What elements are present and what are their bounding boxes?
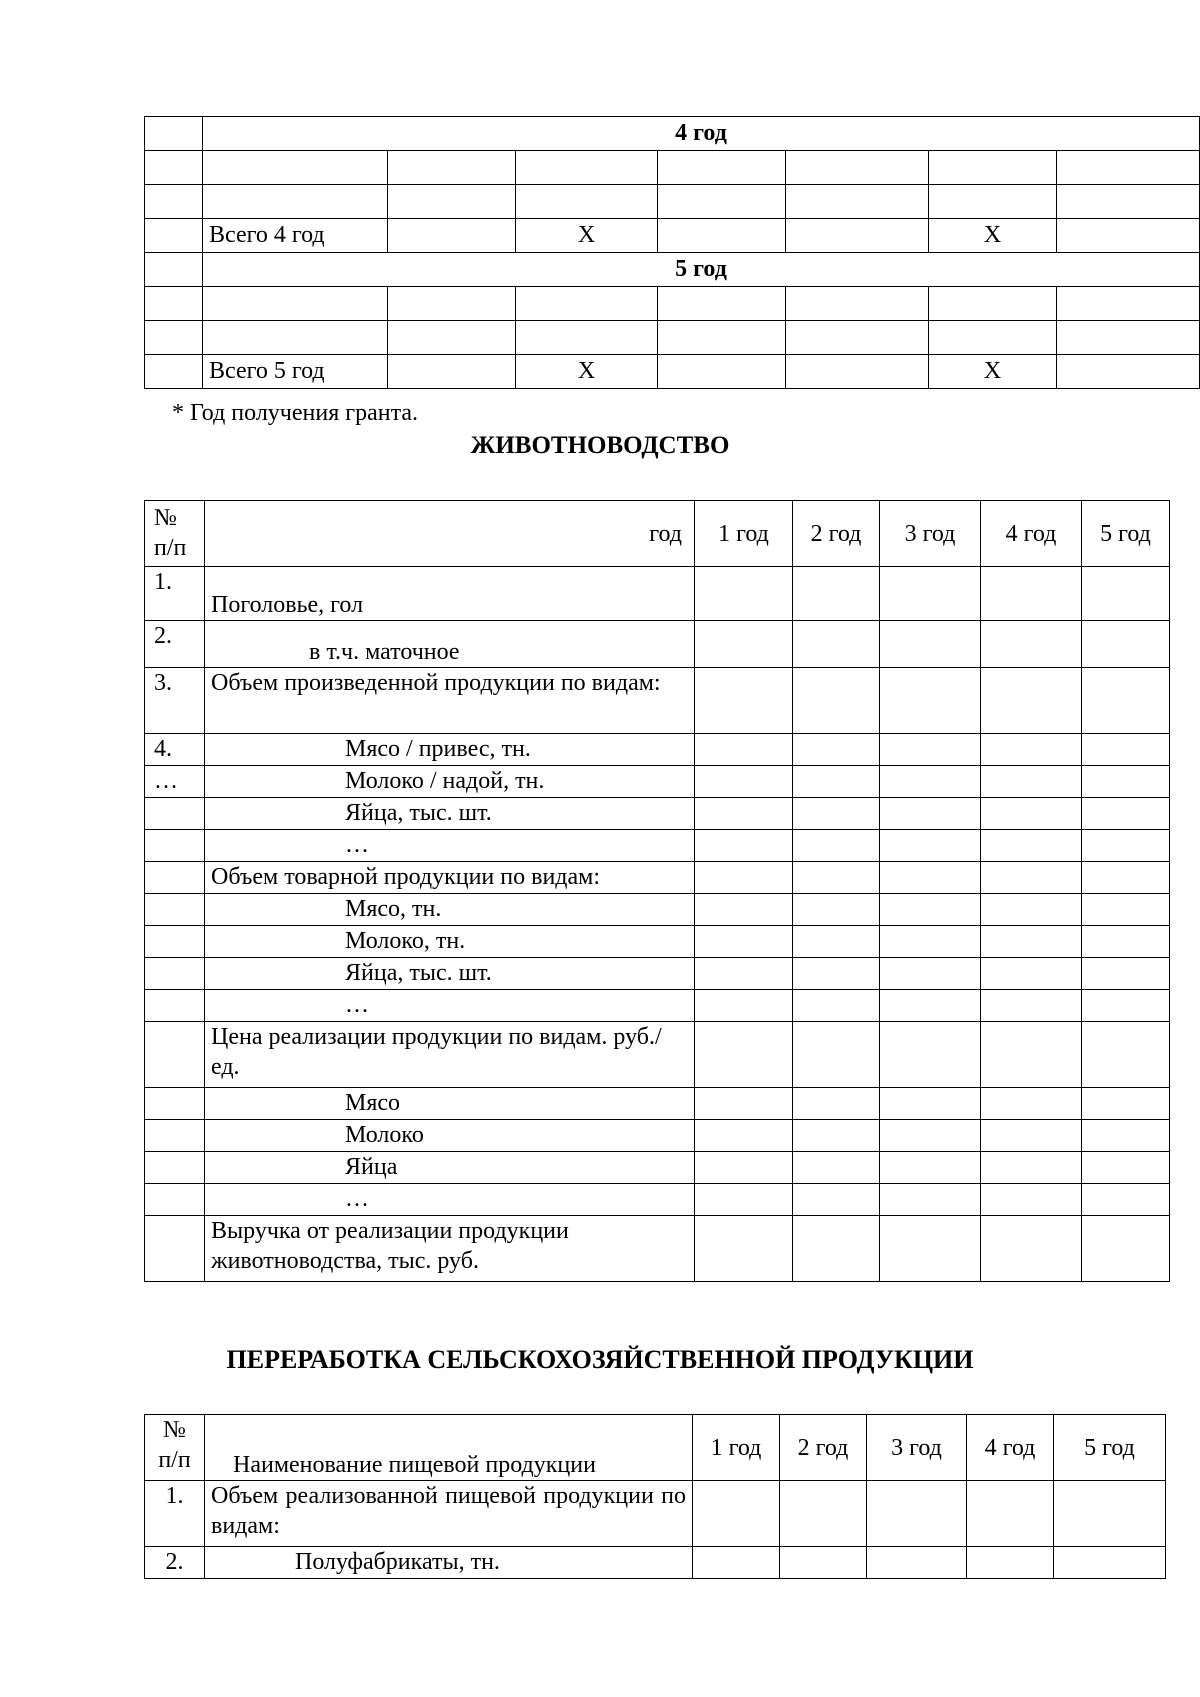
header-num: № п/п (145, 1415, 205, 1481)
row-label: Объем реализованной пищевой продукции по видам: (205, 1481, 693, 1547)
row-num (145, 1152, 205, 1184)
header-num: № п/п (145, 501, 205, 567)
table-cell (695, 734, 793, 766)
table-cell (880, 1152, 981, 1184)
table-cell (695, 1022, 793, 1088)
header-year-1: 1 год (693, 1415, 780, 1481)
table-cell (793, 894, 880, 926)
header-year-5: 5 год (1082, 501, 1170, 567)
table-cell (695, 894, 793, 926)
table-row (145, 567, 1170, 621)
table-row (145, 734, 1170, 766)
row-label: … (205, 990, 695, 1022)
row-label: Мясо, тн. (205, 894, 695, 926)
table-cell (1082, 894, 1170, 926)
table-row (145, 151, 1200, 185)
table-cell (793, 1216, 880, 1282)
table-cell (695, 830, 793, 862)
table-cell (880, 621, 981, 668)
header-year-4: 4 год (981, 501, 1082, 567)
table-cell (1082, 1022, 1170, 1088)
row-label: Полуфабрикаты, тн. (205, 1547, 693, 1579)
row-num (145, 1022, 205, 1088)
table-cell (981, 668, 1082, 734)
table-row (145, 287, 1200, 321)
table-cell (981, 1120, 1082, 1152)
table-cell (1082, 1152, 1170, 1184)
table-cell (880, 766, 981, 798)
table-cell (1082, 766, 1170, 798)
row-num (145, 1216, 205, 1282)
table-row (145, 894, 1170, 926)
table-cell (793, 1120, 880, 1152)
table-cell (793, 734, 880, 766)
row-label: … (205, 830, 695, 862)
header-label: Наименование пищевой продукции (205, 1415, 693, 1481)
table-cell (695, 862, 793, 894)
row-num (145, 990, 205, 1022)
table-cell (793, 926, 880, 958)
table-row (145, 1022, 1170, 1088)
table-cell (981, 734, 1082, 766)
year4-title: 4 год (203, 117, 1200, 151)
table-cell (880, 926, 981, 958)
table-cell (695, 621, 793, 668)
row-num: 1. (145, 1481, 205, 1547)
table-row (145, 1547, 1166, 1579)
year5-total-label: Всего 5 год (203, 355, 388, 389)
header-year-3: 3 год (880, 501, 981, 567)
table-cell (793, 1088, 880, 1120)
table-cell (793, 830, 880, 862)
table-cell (981, 1022, 1082, 1088)
row-label: Яйца (205, 1152, 695, 1184)
year4-total-label: Всего 4 год (203, 219, 388, 253)
table-cell (880, 734, 981, 766)
row-label: Яйца, тыс. шт. (205, 798, 695, 830)
table-cell (1082, 830, 1170, 862)
header-year-3: 3 год (867, 1415, 967, 1481)
row-label: Молоко / надой, тн. (205, 766, 695, 798)
table-cell (1082, 567, 1170, 621)
header-year-2: 2 год (780, 1415, 867, 1481)
header-year-5: 5 год (1054, 1415, 1166, 1481)
row-label: Объем произведенной продукции по видам: (205, 668, 695, 734)
table-row (145, 958, 1170, 990)
table-cell (1082, 798, 1170, 830)
row-num (145, 830, 205, 862)
x-mark: Х (929, 219, 1057, 253)
table-row (145, 1481, 1166, 1547)
table-cell (793, 798, 880, 830)
table-cell (1082, 958, 1170, 990)
table-row (145, 830, 1170, 862)
table-cell (880, 958, 981, 990)
table-cell (880, 1184, 981, 1216)
table-header-row (145, 501, 1170, 567)
table-cell (880, 1216, 981, 1282)
table-row (145, 990, 1170, 1022)
row-num: 3. (145, 668, 205, 734)
table-cell (981, 894, 1082, 926)
table-cell (880, 798, 981, 830)
table-cell (880, 990, 981, 1022)
row-num (145, 894, 205, 926)
row-label: Мясо / привес, тн. (205, 734, 695, 766)
row-label: Мясо (205, 1088, 695, 1120)
table-cell (1082, 862, 1170, 894)
x-mark: Х (516, 355, 658, 389)
header-year-4: 4 год (967, 1415, 1054, 1481)
table-cell (1082, 1216, 1170, 1282)
table-row (145, 798, 1170, 830)
table-cell (1082, 1184, 1170, 1216)
table-row (145, 1184, 1170, 1216)
table-cell (880, 567, 981, 621)
table-cell (981, 1152, 1082, 1184)
table-cell (880, 894, 981, 926)
table-cell (793, 766, 880, 798)
row-label: Выручка от реализации продукции животноводства, тыс. руб. (205, 1216, 695, 1282)
table-cell (793, 621, 880, 668)
section-heading-processing: ПЕРЕРАБОТКА СЕЛЬСКОХОЗЯЙСТВЕННОЙ ПРОДУКЦИИ (226, 1345, 974, 1374)
table-row (145, 1120, 1170, 1152)
row-label: Объем товарной продукции по видам: (205, 862, 695, 894)
row-label: Молоко (205, 1120, 695, 1152)
table-cell (981, 1088, 1082, 1120)
table-cell (1082, 1088, 1170, 1120)
table-row (145, 926, 1170, 958)
table-cell (880, 1088, 981, 1120)
table-row (145, 1216, 1170, 1282)
table-cell (1082, 990, 1170, 1022)
table-cell (695, 1120, 793, 1152)
processing-table (144, 1414, 1166, 1579)
table-cell (793, 1184, 880, 1216)
x-mark: Х (929, 355, 1057, 389)
grant-schedule-table-continued (144, 116, 1200, 389)
row-num: 2. (145, 621, 205, 668)
table-cell (145, 117, 203, 151)
table-cell (1082, 621, 1170, 668)
table-row (145, 1088, 1170, 1120)
table-cell (1082, 668, 1170, 734)
table-header-row (145, 1415, 1166, 1481)
year5-header-row (145, 253, 1200, 287)
table-cell (695, 567, 793, 621)
table-row (145, 668, 1170, 734)
table-cell (981, 990, 1082, 1022)
row-num (145, 1088, 205, 1120)
table-cell (793, 567, 880, 621)
table-cell (981, 766, 1082, 798)
section-heading-livestock: ЖИВОТНОВОДСТВО (470, 432, 730, 459)
table-cell (1082, 926, 1170, 958)
row-label: Молоко, тн. (205, 926, 695, 958)
table-cell (880, 668, 981, 734)
table-cell (880, 1022, 981, 1088)
table-cell (695, 766, 793, 798)
table-cell (695, 926, 793, 958)
table-row (145, 766, 1170, 798)
table-cell (880, 830, 981, 862)
row-num: … (145, 766, 205, 798)
table-cell (695, 990, 793, 1022)
row-num (145, 1120, 205, 1152)
row-num: 2. (145, 1547, 205, 1579)
table-cell (695, 1088, 793, 1120)
row-label: в т.ч. маточное (205, 621, 695, 668)
table-cell (793, 862, 880, 894)
table-cell (793, 1022, 880, 1088)
year4-total-row (145, 219, 1200, 253)
table-cell (793, 958, 880, 990)
year5-total-row (145, 355, 1200, 389)
row-num: 4. (145, 734, 205, 766)
row-num (145, 1184, 205, 1216)
table-cell (981, 621, 1082, 668)
table-cell (695, 958, 793, 990)
year5-title: 5 год (203, 253, 1200, 287)
table-cell (981, 1184, 1082, 1216)
header-year-2: 2 год (793, 501, 880, 567)
table-cell (793, 668, 880, 734)
year4-header-row (145, 117, 1200, 151)
table-row (145, 862, 1170, 894)
table-cell (695, 1184, 793, 1216)
table-cell (793, 990, 880, 1022)
table-row (145, 1152, 1170, 1184)
table-cell (695, 798, 793, 830)
footnote: * Год получения гранта. (172, 400, 419, 426)
x-mark: Х (516, 219, 658, 253)
table-cell (695, 668, 793, 734)
livestock-table (144, 500, 1170, 1282)
row-label: … (205, 1184, 695, 1216)
row-num (145, 862, 205, 894)
table-cell (981, 862, 1082, 894)
table-cell (1082, 1120, 1170, 1152)
row-num (145, 958, 205, 990)
table-cell (981, 830, 1082, 862)
table-cell (793, 1152, 880, 1184)
table-cell (1082, 734, 1170, 766)
row-label: Цена реализации продукции по видам. руб./ед. (205, 1022, 695, 1088)
table-row (145, 185, 1200, 219)
table-cell (981, 958, 1082, 990)
table-cell (981, 926, 1082, 958)
table-cell (981, 567, 1082, 621)
row-num: 1. (145, 567, 205, 621)
header-year-1: 1 год (695, 501, 793, 567)
table-cell (880, 862, 981, 894)
table-cell (695, 1152, 793, 1184)
table-row (145, 321, 1200, 355)
table-cell (981, 798, 1082, 830)
row-label: Поголовье, гол (205, 567, 695, 621)
row-num (145, 926, 205, 958)
row-label: Яйца, тыс. шт. (205, 958, 695, 990)
row-num (145, 798, 205, 830)
table-row (145, 621, 1170, 668)
table-cell (880, 1120, 981, 1152)
header-label: год (205, 501, 695, 567)
table-cell (695, 1216, 793, 1282)
table-cell (981, 1216, 1082, 1282)
